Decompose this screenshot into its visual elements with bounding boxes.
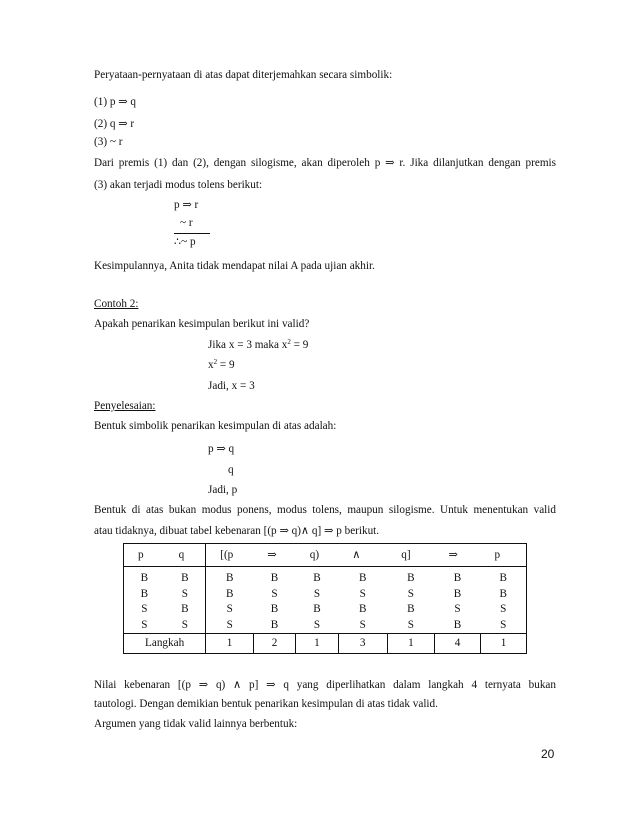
paragraph-3-line-3: Argumen yang tidak valid lainnya berbentuk: bbox=[94, 718, 298, 730]
footer-label: Langkah bbox=[124, 634, 206, 654]
table-cell: B bbox=[226, 587, 234, 600]
table-cell: B bbox=[226, 572, 234, 584]
table-cell: S bbox=[271, 587, 278, 600]
paragraph-3-line-2: tautologi. Dengan demikian bentuk penarikan kesimpulan di atas tidak valid. bbox=[94, 698, 438, 710]
header-cell: p bbox=[124, 544, 165, 567]
premise-1-tail: = 9 bbox=[290, 339, 309, 351]
paragraph-3-line-1: Nilai kebenaran [(p ⇒ q) ∧ p] ⇒ q yang diperlihatkan dalam langkah 4 ternyata bukan bbox=[94, 679, 556, 691]
table-row bbox=[124, 618, 527, 634]
table-cell: S bbox=[165, 618, 206, 634]
table-cell: B bbox=[165, 567, 206, 587]
table-cell: B bbox=[253, 618, 295, 634]
statement-3: (3) ~ r bbox=[94, 136, 123, 148]
table-cell: B bbox=[480, 587, 526, 603]
symbolic-premise-2: q bbox=[228, 464, 234, 476]
premise-1-exponent: 2 bbox=[287, 338, 291, 346]
table-row bbox=[124, 602, 527, 618]
solution-heading: Penyelesaian: bbox=[94, 400, 156, 412]
table-cell: S bbox=[359, 587, 366, 600]
intro-line: Peryataan-pernyataan di atas dapat diterjemahkan secara simbolik: bbox=[94, 69, 393, 81]
header-cell: ⇒ bbox=[435, 544, 481, 567]
header-cell: ∧ bbox=[338, 544, 387, 567]
conclusion-line: Kesimpulannya, Anita tidak mendapat nilai A pada ujian akhir. bbox=[94, 260, 375, 272]
table-cell: S bbox=[226, 603, 233, 615]
premise-2-exponent: 2 bbox=[213, 358, 218, 366]
example-premise-2 bbox=[208, 359, 235, 371]
table-cell: B bbox=[453, 572, 462, 584]
table-cell: B bbox=[407, 572, 415, 584]
table-cell: S bbox=[454, 603, 461, 615]
premise-2-tail: = 9 bbox=[217, 359, 235, 371]
example-conclusion: Jadi, x = 3 bbox=[208, 380, 255, 392]
table-cell: S bbox=[124, 618, 165, 634]
header-cell: q bbox=[165, 544, 206, 567]
table-cell: S bbox=[480, 602, 526, 618]
table-cell: S bbox=[313, 587, 321, 600]
symbolic-premise-1: p ⇒ q bbox=[208, 443, 235, 455]
statement-2: (2) q ⇒ r bbox=[94, 118, 135, 130]
symbolic-intro: Bentuk simbolik penarikan kesimpulan di atas adalah: bbox=[94, 420, 337, 432]
table-footer-row bbox=[124, 634, 527, 654]
footer-cell: 1 bbox=[480, 634, 526, 654]
header-cell: [(p bbox=[206, 544, 254, 567]
header-cell: q] bbox=[387, 544, 434, 567]
table-cell: B bbox=[313, 572, 321, 584]
table-cell: B bbox=[124, 567, 165, 587]
footer-cell: 1 bbox=[296, 634, 338, 654]
table-cell: S bbox=[338, 618, 387, 634]
table-cell: B bbox=[124, 587, 165, 603]
example-heading: Contoh 2: bbox=[94, 298, 139, 310]
table-row bbox=[124, 567, 527, 587]
table-cell: B bbox=[435, 618, 481, 634]
footer-cell: 2 bbox=[253, 634, 295, 654]
footer-cell: 1 bbox=[387, 634, 434, 654]
table-cell: S bbox=[124, 602, 165, 618]
table-cell: B bbox=[358, 572, 367, 584]
table-cell: S bbox=[296, 618, 338, 634]
table-cell: B bbox=[407, 603, 415, 615]
example-premise-1 bbox=[208, 339, 308, 351]
table-cell: B bbox=[270, 603, 279, 615]
table-row bbox=[124, 587, 527, 603]
footer-cell: 3 bbox=[338, 634, 387, 654]
page-number: 20 bbox=[541, 747, 555, 761]
argument-conclusion bbox=[174, 233, 210, 248]
table-cell: S bbox=[206, 618, 254, 634]
example-question: Apakah penarikan kesimpulan berikut ini valid? bbox=[94, 318, 310, 330]
table-cell: B bbox=[313, 603, 321, 615]
table-cell: S bbox=[480, 618, 526, 634]
table-header-row bbox=[124, 544, 527, 567]
statement-1: (1) p ⇒ q bbox=[94, 96, 136, 108]
table-cell: S bbox=[165, 587, 206, 603]
table-cell: S bbox=[387, 618, 434, 634]
footer-cell: 1 bbox=[206, 634, 254, 654]
paragraph-1-line-2: (3) akan terjadi modus tolens berikut: bbox=[94, 179, 263, 191]
symbolic-conclusion: Jadi, p bbox=[208, 484, 238, 496]
table-cell: B bbox=[165, 602, 206, 618]
paragraph-2-line-1: Bentuk di atas bukan modus ponens, modus tolens, maupun silogisme. Untuk menentukan valid bbox=[94, 504, 556, 516]
argument-premise-2: ~ r bbox=[180, 217, 193, 229]
table-cell: B bbox=[270, 572, 279, 584]
header-cell: q) bbox=[296, 544, 338, 567]
table-cell: S bbox=[407, 587, 414, 600]
table-cell: B bbox=[358, 603, 367, 615]
table-cell: B bbox=[480, 567, 526, 587]
argument-premise-1: p ⇒ r bbox=[174, 199, 199, 211]
premise-1-text: Jika x = 3 maka x bbox=[208, 339, 288, 351]
paragraph-1-line-1: Dari premis (1) dan (2), dengan silogisme, akan diperoleh p ⇒ r. Jika dilanjutkan dengan premis bbox=[94, 157, 556, 169]
header-cell: ⇒ bbox=[253, 544, 295, 567]
table-cell: B bbox=[453, 587, 462, 600]
paragraph-2-line-2: atau tidaknya, dibuat tabel kebenaran [(p ⇒ q)∧ q] ⇒ p berikut. bbox=[94, 525, 380, 537]
header-cell: p bbox=[480, 544, 526, 567]
conclusion-text: ∴~ p bbox=[174, 233, 210, 248]
truth-table bbox=[123, 543, 527, 654]
footer-cell: 4 bbox=[435, 634, 481, 654]
premise-2-text: x bbox=[208, 359, 214, 371]
